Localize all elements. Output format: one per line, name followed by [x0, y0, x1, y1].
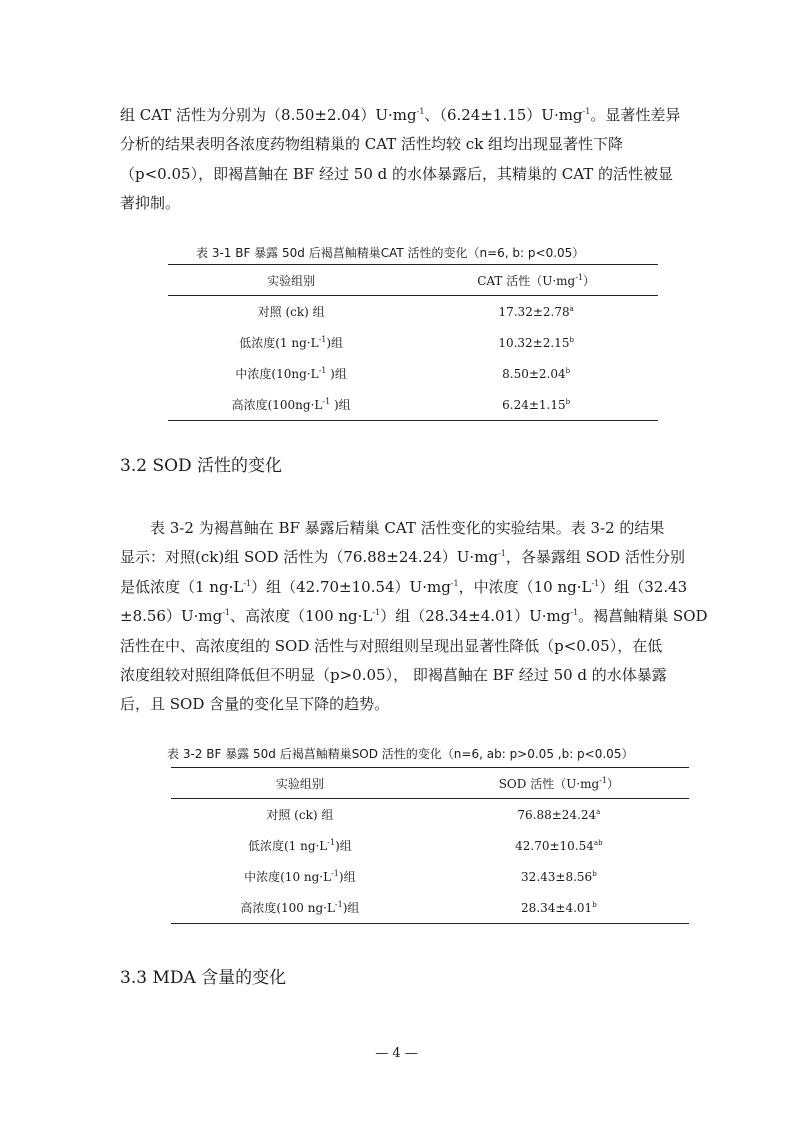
column-header-group: 实验组别: [168, 265, 414, 296]
text-line: 后，且 SOD 含量的变化呈下降的趋势。: [120, 695, 390, 714]
table-row: [168, 389, 658, 421]
text-line: 显示：对照(ck)组 SOD 活性为$(76.88\pm 24.24)U\cdot mg^{-1}$，各暴露组 SOD 活性分别: [120, 548, 685, 567]
value-cell: 42.70±10.54$^{ab}$: [515, 838, 603, 853]
value-cell: 76.88±24.24$^a$: [517, 807, 601, 822]
text-line: 是低浓度（1 $ng\cdot L^{-1}$）组$(42.70\pm 10.54)U\cdot mg^{-1}$，中浓度（10 $ng\cdot L^{-1}$）组（32.43: [120, 577, 688, 596]
table-row: [168, 358, 658, 389]
table-row: [168, 296, 658, 328]
section-heading-3-3: 3.3 MDA 含量的变化: [120, 968, 287, 988]
text-line: （p<0.05），即褐菖鲉在 BF 经过 50 d 的水体暴露后，其精巢的 CAT 的活性被显: [120, 164, 674, 183]
group-cell: 中浓度($10ng\cdot L^{-1}$ )组: [235, 366, 347, 381]
text-line: 浓度组较对照组降低但不明显（p>0.05）， 即褐菖鲉在 BF 经过 50 d 的水体暴露: [120, 666, 667, 685]
value-cell: 32.43±8.56$^b$: [521, 869, 597, 884]
table-row: [168, 327, 658, 358]
section-heading-3-2: 3.2 SOD 活性的变化: [120, 456, 283, 476]
column-header-group: 实验组别: [171, 768, 429, 799]
group-cell: 高浓度($100ng\cdot L^{-1}$ )组: [168, 389, 414, 421]
text-line: 活性在中、高浓度组的 SOD 活性与对照组则呈现出显著性降低（p<0.05），在低: [120, 636, 663, 655]
sod-activity-table: [171, 767, 689, 924]
text-line: $\pm 8.56)U\cdot mg^{-1}$、高浓度（100 $ng\cdot L^{-1}$）组$(28.34\pm 4.01)U\cdot mg^{-1}$。褐菖鲉精巢 SOD: [120, 607, 708, 626]
text-line: 表 3-2 为褐菖鲉在 BF 暴露后精巢 CAT 活性变化的实验结果。表 3-2 的结果: [150, 519, 665, 537]
page-number: — 4 —: [375, 1046, 418, 1061]
group-cell: 对照 (ck) 组: [266, 808, 334, 822]
table-header-row: [171, 768, 689, 799]
table-row: [171, 830, 689, 861]
column-header-value: CAT 活性$(U\cdot mg^{-1})$: [414, 265, 658, 296]
group-cell: 对照 (ck) 组: [257, 305, 325, 319]
table-caption-3-1: 表 3-1 BF 暴露 50d 后褐菖鲉精巢CAT 活性的变化（n=6, b: p<0.05）: [196, 246, 585, 260]
group-cell: 低浓度(1 $ng\cdot L^{-1}$)组: [247, 838, 352, 853]
value-cell: 17.32±2.78$^a$: [498, 304, 574, 319]
table-caption-3-2: 表 3-2 BF 暴露 50d 后褐菖鲉精巢SOD 活性的变化（n=6, ab: p>0.05 ,b: p<0.05）: [167, 747, 634, 761]
paragraph-sod-results: [120, 514, 708, 720]
group-cell: 低浓度(1 $ng\cdot L^{-1}$)组: [239, 335, 344, 350]
value-cell: 10.32±2.15$^b$: [498, 335, 574, 350]
value-cell: 6.24±1.15$^b$: [414, 389, 658, 421]
table-row: [171, 892, 689, 924]
column-header-value: SOD 活性$(U\cdot mg^{-1})$: [429, 768, 689, 799]
group-cell: 高浓度(100 $ng\cdot L^{-1}$)组: [171, 892, 429, 924]
table-row: [171, 799, 689, 831]
cat-activity-table: [168, 264, 658, 421]
table-row: [171, 861, 689, 892]
value-cell: 8.50±2.04$^b$: [502, 366, 571, 381]
group-cell: 中浓度(10 $ng\cdot L^{-1}$)组: [244, 869, 356, 884]
text-line: 分析的结果表明各浓度药物组精巢的 CAT 活性均较 ck 组均出现显著性下降: [120, 135, 624, 154]
paragraph-cat-results: [120, 101, 681, 219]
value-cell: 28.34±4.01$^b$: [429, 892, 689, 924]
text-line: 著抑制。: [120, 194, 181, 213]
table-header-row: [168, 265, 658, 296]
text-line: 组 CAT 活性为分别为$(8.50\pm 2.04)U\cdot mg^{-1}$、$(6.24\pm 1.15)U\cdot mg^{-1}$。显著性差异: [120, 106, 681, 124]
